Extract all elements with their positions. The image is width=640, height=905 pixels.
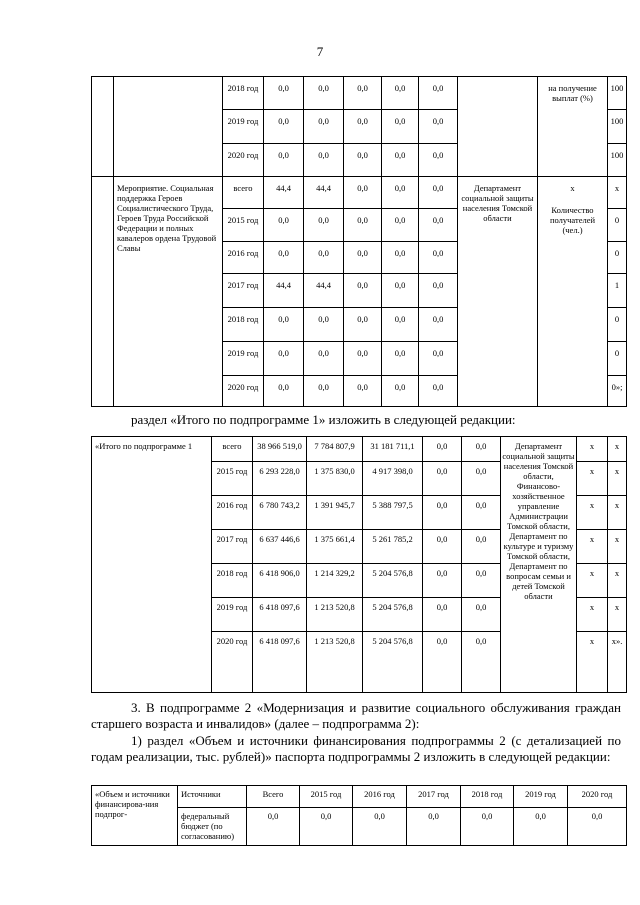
value-cell: 0,0 <box>419 342 458 376</box>
year-cell: 2018 год <box>223 77 264 110</box>
indicator-x: x <box>570 183 575 193</box>
column-header: 2017 год <box>407 786 461 808</box>
column-header: Всего <box>247 786 300 808</box>
x-cell: x <box>577 496 608 530</box>
x-cell: x <box>577 437 608 462</box>
paragraph-subprogram-2 <box>91 700 621 732</box>
value-cell: 44,4 <box>304 274 344 308</box>
value-cell: 1 213 520,8 <box>307 632 363 693</box>
empty-cell <box>92 77 114 177</box>
value-cell: 0,0 <box>304 209 344 242</box>
value-cell: 0,0 <box>462 598 501 632</box>
department-cell: Департамент социальной защиты населения Томской области, Финансово-хозяйственное управление Администрации Томской области, Департамент по культуре и туризму Томской области, Департамент по вопросам семьи и детей Томской области <box>501 437 577 693</box>
value-cell: 0,0 <box>419 177 458 209</box>
target-cell: 100 <box>608 110 627 144</box>
column-header: 2019 год <box>514 786 568 808</box>
target-cell: x <box>608 177 627 209</box>
value-cell: 0,0 <box>419 242 458 274</box>
x-cell: x <box>577 530 608 564</box>
value-cell: 5 204 576,8 <box>363 598 423 632</box>
year-cell: 2016 год <box>212 496 253 530</box>
value-cell: 38 966 519,0 <box>253 437 307 462</box>
value-cell: 0,0 <box>382 308 419 342</box>
value-cell: 0,0 <box>568 808 627 846</box>
value-cell: 0,0 <box>344 308 382 342</box>
page-number: 7 <box>316 44 324 59</box>
value-cell: 0,0 <box>264 308 304 342</box>
value-cell: 0,0 <box>462 632 501 693</box>
value-cell: 31 181 711,1 <box>363 437 423 462</box>
value-cell: 0,0 <box>423 437 462 462</box>
paragraph-subprogram-2-text: 3. В подпрограмме 2 «Модернизация и развитие социального обслуживания граждан старшего возраста и инвалидов» (далее – подпрограмма 2): <box>91 700 621 731</box>
x-cell: x <box>577 632 608 693</box>
year-cell: 2019 год <box>212 598 253 632</box>
value-cell: 44,4 <box>264 177 304 209</box>
volume-label: «Объем и источники финансирова-ния подпрог- <box>92 786 178 846</box>
year-cell: 2018 год <box>212 564 253 598</box>
value-cell: 0,0 <box>264 144 304 177</box>
value-cell: 0,0 <box>419 77 458 110</box>
value-cell: 0,0 <box>304 242 344 274</box>
value-cell: 0,0 <box>382 77 419 110</box>
value-cell: 1 391 945,7 <box>307 496 363 530</box>
value-cell: 5 204 576,8 <box>363 564 423 598</box>
table-row <box>92 177 627 209</box>
total-label: «Итого по подпрограмме 1 <box>92 437 212 693</box>
value-cell: 0,0 <box>423 598 462 632</box>
value-cell: 44,4 <box>304 177 344 209</box>
value-cell: 0,0 <box>304 77 344 110</box>
value-cell: 0,0 <box>382 274 419 308</box>
value-cell: 0,0 <box>382 342 419 376</box>
value-cell: 0,0 <box>423 564 462 598</box>
indicator-cell: на получение выплат (%) <box>538 77 608 177</box>
target-cell: 0 <box>608 209 627 242</box>
year-cell: всего <box>223 177 264 209</box>
value-cell: 1 214 329,2 <box>307 564 363 598</box>
value-cell: 0,0 <box>382 242 419 274</box>
target-cell: 0 <box>608 242 627 274</box>
x-cell: x». <box>608 632 627 693</box>
value-cell: 0,0 <box>344 376 382 407</box>
value-cell: 4 917 398,0 <box>363 462 423 496</box>
table-row <box>92 437 627 462</box>
value-cell: 0,0 <box>462 462 501 496</box>
value-cell: 0,0 <box>304 308 344 342</box>
x-cell: x <box>608 496 627 530</box>
value-cell: 0,0 <box>419 308 458 342</box>
value-cell: 0,0 <box>344 77 382 110</box>
value-cell: 5 261 785,2 <box>363 530 423 564</box>
value-cell: 0,0 <box>264 342 304 376</box>
column-header: Источники <box>178 786 247 808</box>
x-cell: x <box>608 437 627 462</box>
year-cell: 2019 год <box>223 342 264 376</box>
value-cell: 0,0 <box>304 342 344 376</box>
target-cell: 0 <box>608 308 627 342</box>
column-header: 2018 год <box>461 786 514 808</box>
x-cell: x <box>608 530 627 564</box>
value-cell: 0,0 <box>344 177 382 209</box>
year-cell: 2015 год <box>223 209 264 242</box>
value-cell: 0,0 <box>344 274 382 308</box>
paragraph-itogo: раздел «Итого по подпрограмме 1» изложить в следующей редакции: <box>131 412 516 427</box>
value-cell: 6 418 906,0 <box>253 564 307 598</box>
indicator-cell <box>538 177 608 407</box>
value-cell: 44,4 <box>264 274 304 308</box>
empty-cell <box>92 177 114 407</box>
value-cell: 0,0 <box>382 209 419 242</box>
value-cell: 0,0 <box>353 808 407 846</box>
value-cell: 0,0 <box>382 177 419 209</box>
value-cell: 0,0 <box>419 274 458 308</box>
empty-cell <box>458 77 538 177</box>
value-cell: 1 375 830,0 <box>307 462 363 496</box>
value-cell: 0,0 <box>462 437 501 462</box>
x-cell: x <box>608 598 627 632</box>
value-cell: 0,0 <box>462 496 501 530</box>
value-cell: 0,0 <box>247 808 300 846</box>
value-cell: 0,0 <box>462 530 501 564</box>
empty-cell <box>114 77 223 177</box>
year-cell: 2018 год <box>223 308 264 342</box>
value-cell: 0,0 <box>304 376 344 407</box>
year-cell: 2017 год <box>212 530 253 564</box>
value-cell: 1 213 520,8 <box>307 598 363 632</box>
table-header-row <box>92 786 627 808</box>
paragraph-section <box>91 733 621 765</box>
value-cell: 0,0 <box>344 144 382 177</box>
target-cell: 1 <box>608 274 627 308</box>
value-cell: 0,0 <box>344 342 382 376</box>
itogo-table <box>91 436 627 693</box>
value-cell: 0,0 <box>344 209 382 242</box>
value-cell: 0,0 <box>462 564 501 598</box>
x-cell: x <box>608 462 627 496</box>
source-cell: федеральный бюджет (по согласованию) <box>178 808 247 846</box>
value-cell: 0,0 <box>264 209 304 242</box>
event-label: Мероприятие. Социальная поддержка Героев Социалистического Труда, Героев Труда Российской Федерации и полных кавалеров ордена Трудовой Славы <box>114 177 223 407</box>
value-cell: 6 418 097,6 <box>253 632 307 693</box>
value-cell: 0,0 <box>461 808 514 846</box>
column-header: 2020 год <box>568 786 627 808</box>
value-cell: 6 293 228,0 <box>253 462 307 496</box>
value-cell: 6 780 743,2 <box>253 496 307 530</box>
year-cell: всего <box>212 437 253 462</box>
value-cell: 0,0 <box>423 496 462 530</box>
value-cell: 1 375 661,4 <box>307 530 363 564</box>
target-cell: 0 <box>608 342 627 376</box>
year-cell: 2020 год <box>212 632 253 693</box>
value-cell: 0,0 <box>514 808 568 846</box>
value-cell: 0,0 <box>382 144 419 177</box>
value-cell: 0,0 <box>264 77 304 110</box>
value-cell: 0,0 <box>304 144 344 177</box>
value-cell: 0,0 <box>419 209 458 242</box>
x-cell: x <box>608 564 627 598</box>
target-cell: 100 <box>608 144 627 177</box>
x-cell: x <box>577 462 608 496</box>
target-cell: 0»; <box>608 376 627 407</box>
column-header: 2015 год <box>300 786 353 808</box>
year-cell: 2015 год <box>212 462 253 496</box>
value-cell: 7 784 807,9 <box>307 437 363 462</box>
year-cell: 2020 год <box>223 144 264 177</box>
table-row <box>92 77 627 110</box>
value-cell: 0,0 <box>382 376 419 407</box>
value-cell: 0,0 <box>344 242 382 274</box>
value-cell: 6 637 446,6 <box>253 530 307 564</box>
x-cell: x <box>577 564 608 598</box>
year-cell: 2017 год <box>223 274 264 308</box>
value-cell: 0,0 <box>419 110 458 144</box>
value-cell: 0,0 <box>304 110 344 144</box>
value-cell: 0,0 <box>407 808 461 846</box>
department-cell: Департамент социальной защиты населения Томской области <box>458 177 538 407</box>
value-cell: 0,0 <box>264 376 304 407</box>
target-cell: 100 <box>608 77 627 110</box>
year-cell: 2019 год <box>223 110 264 144</box>
value-cell: 0,0 <box>419 144 458 177</box>
value-cell: 0,0 <box>300 808 353 846</box>
value-cell: 0,0 <box>264 242 304 274</box>
value-cell: 6 418 097,6 <box>253 598 307 632</box>
value-cell: 5 204 576,8 <box>363 632 423 693</box>
indicator-label: Количество получателей (чел.) <box>549 205 596 235</box>
value-cell: 0,0 <box>344 110 382 144</box>
value-cell: 0,0 <box>423 530 462 564</box>
value-cell: 0,0 <box>419 376 458 407</box>
value-cell: 0,0 <box>423 462 462 496</box>
year-cell: 2020 год <box>223 376 264 407</box>
value-cell: 0,0 <box>382 110 419 144</box>
x-cell: x <box>577 598 608 632</box>
column-header: 2016 год <box>353 786 407 808</box>
funding-table <box>91 785 627 846</box>
value-cell: 5 388 797,5 <box>363 496 423 530</box>
program-table <box>91 76 627 407</box>
value-cell: 0,0 <box>264 110 304 144</box>
paragraph-section-text: 1) раздел «Объем и источники финансирования подпрограммы 2 (с детализацией по годам реализации, тыс. рублей)» паспорта подпрограммы 2 изложить в следующей редакции: <box>91 733 621 764</box>
value-cell: 0,0 <box>423 632 462 693</box>
year-cell: 2016 год <box>223 242 264 274</box>
